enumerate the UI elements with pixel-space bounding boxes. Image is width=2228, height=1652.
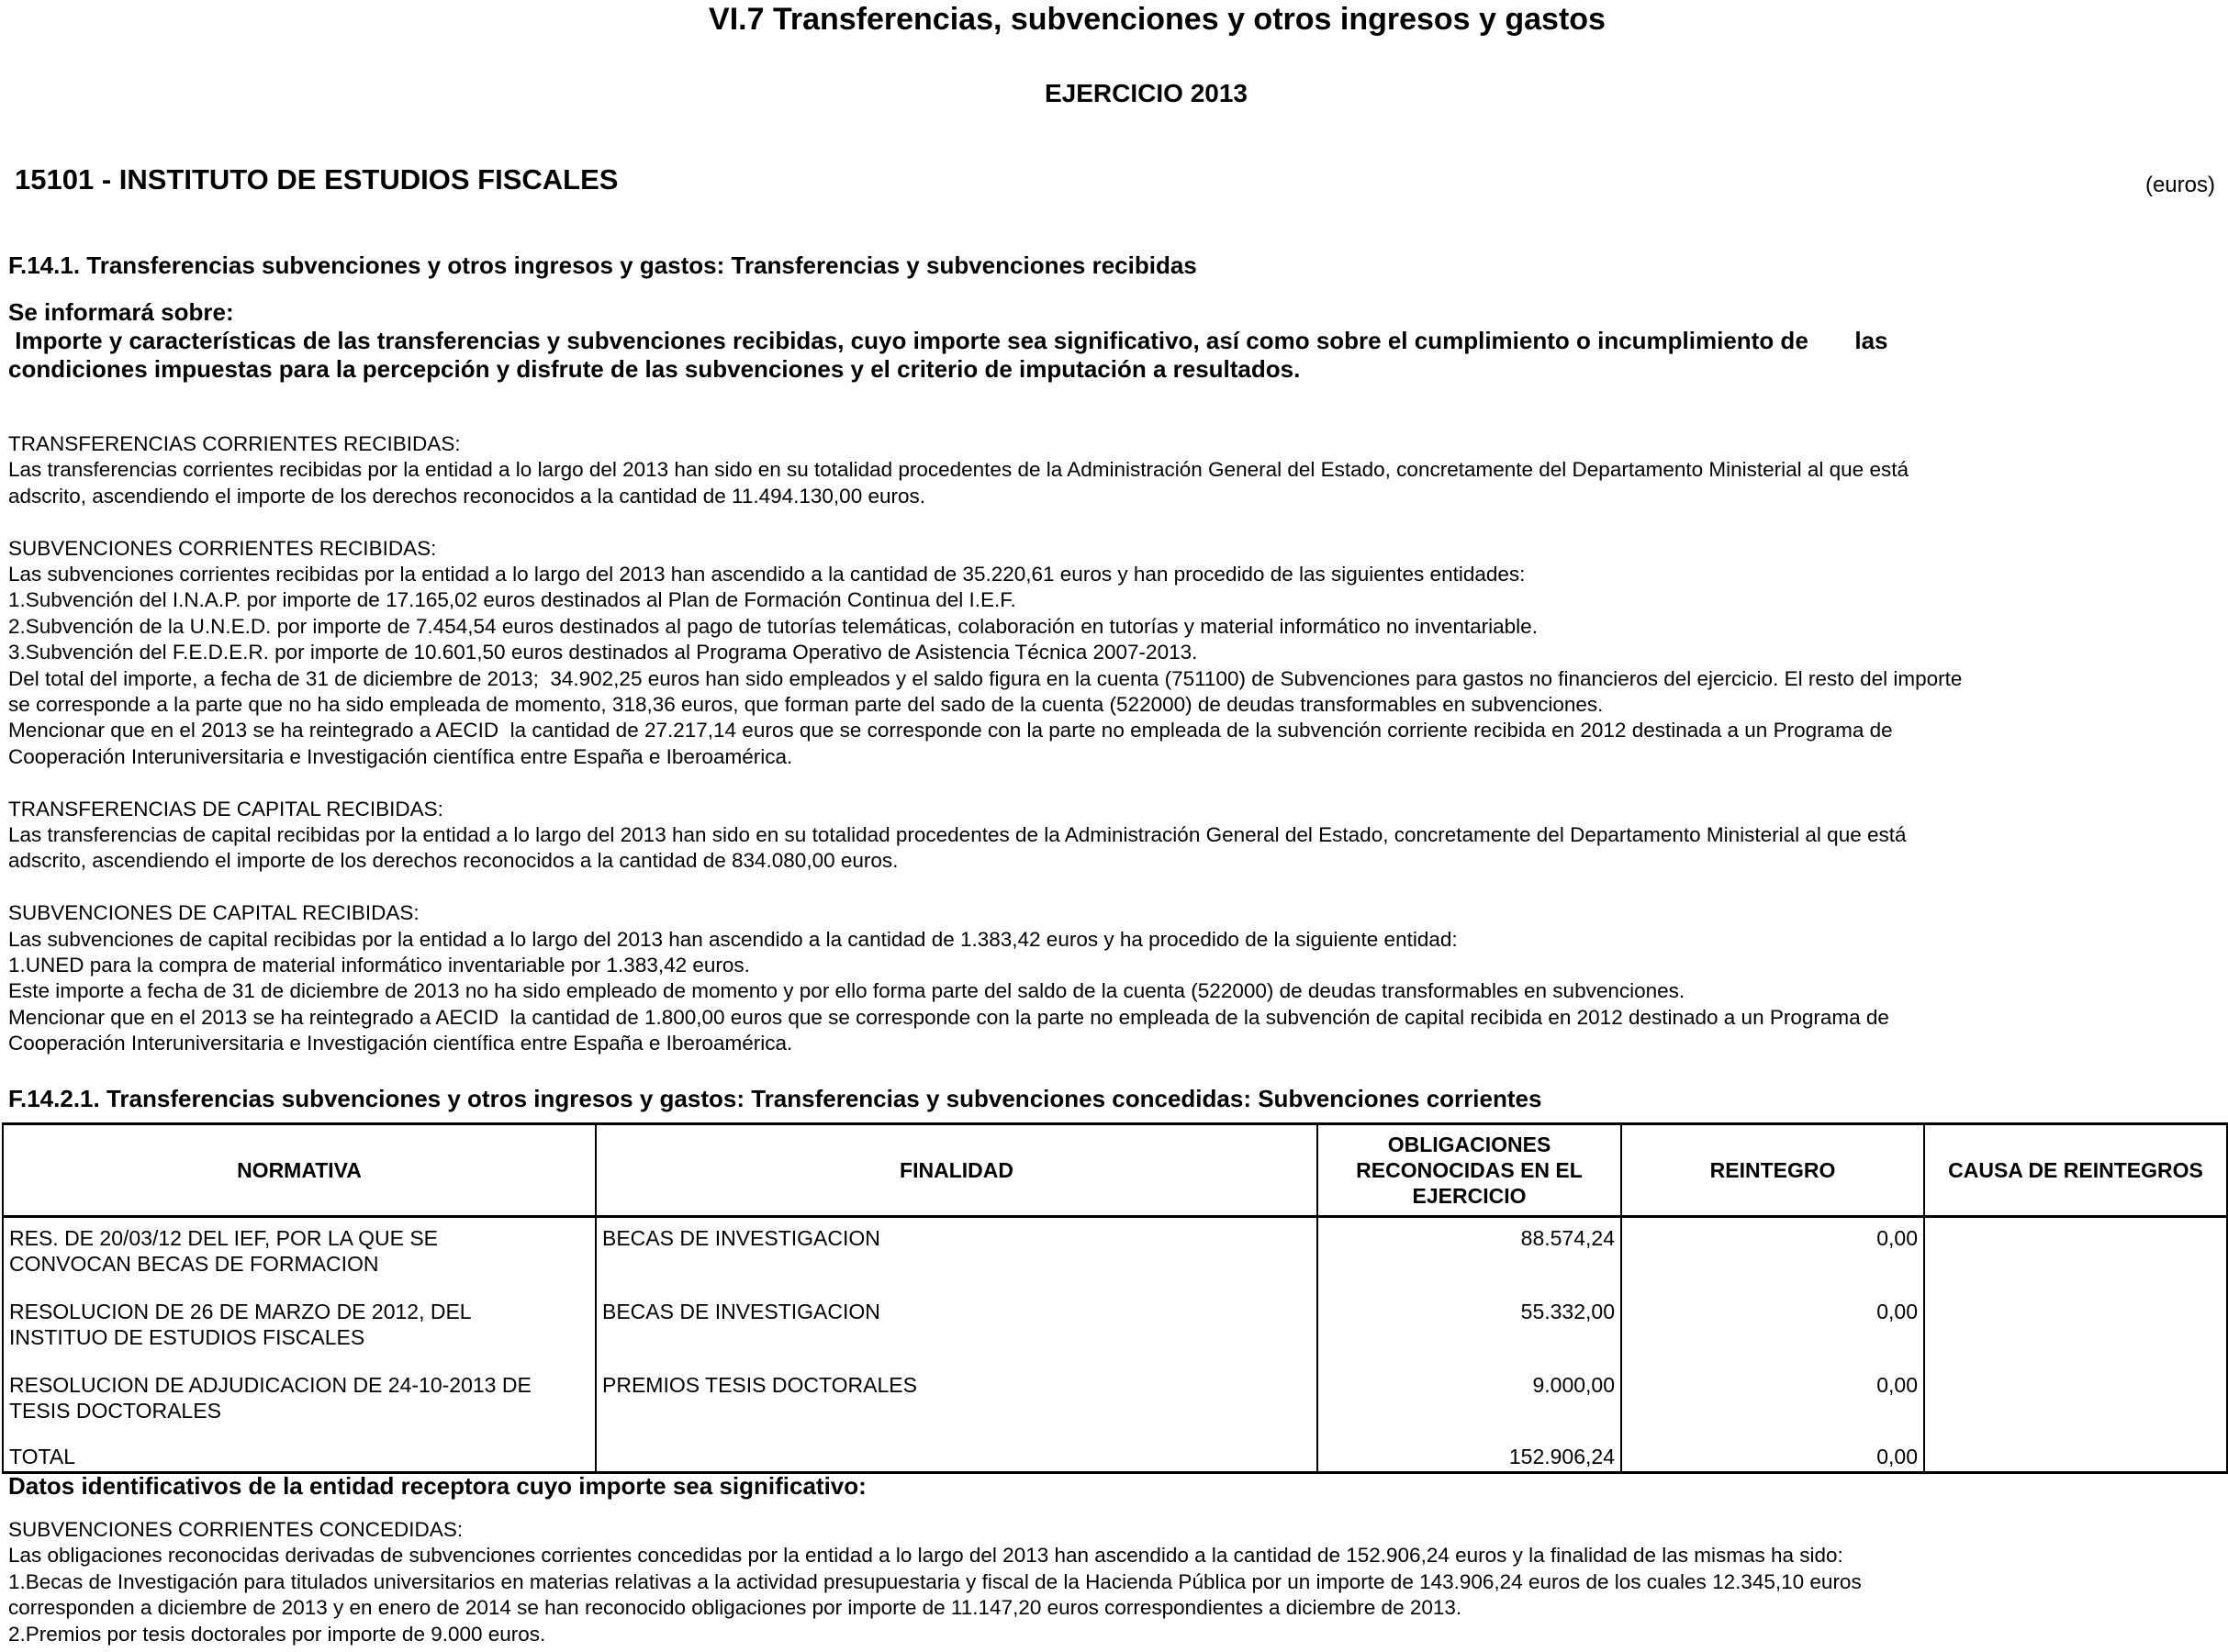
cell-total-finalidad [596, 1438, 1317, 1473]
table-row [3, 1217, 2227, 1292]
text-line: 1.Subvención del I.N.A.P. por importe de 17.165,02 euros destinados al Plan de Formación Continua del I.E.F. [8, 588, 1016, 612]
table-row [3, 1365, 2227, 1438]
text-line: Mencionar que en el 2013 se ha reintegrado a AECID la cantidad de 27.217,14 euros que se corresponde con la parte no empleada de la subvención corriente recibida en 2012 destinada a un Programa de [8, 719, 1893, 742]
text-line: adscrito, ascendiendo el importe de los derechos reconocidos a la cantidad de 11.494.130,00 euros. [8, 484, 925, 508]
inform-block [8, 298, 1888, 384]
cell-causa [1924, 1365, 2227, 1438]
heading-transferencias-corrientes: TRANSFERENCIAS CORRIENTES RECIBIDAS: [8, 432, 461, 455]
header-finalidad: FINALIDAD [596, 1124, 1317, 1217]
text-line: 1.Becas de Investigación para titulados universitarios en materias relativas a la actividad presupuestaria y fiscal de la Hacienda Pública por un importe de 143.906,24 euros de los cuales 12.345,10 euros [8, 1569, 1862, 1593]
text-line: Cooperación Interuniversitaria e Investigación científica entre España e Iberoamérica. [8, 1032, 793, 1055]
heading-subvenciones-corrientes: SUBVENCIONES CORRIENTES RECIBIDAS: [8, 536, 437, 560]
cell-obligaciones: 55.332,00 [1317, 1291, 1621, 1365]
section-title-granted: F.14.2.1. Transferencias subvenciones y otros ingresos y gastos: Transferencias y subvenciones concedidas: Subvenciones corrientes [8, 1085, 1542, 1112]
cell-normativa: RESOLUCION DE 26 DE MARZO DE 2012, DEL INSTITUO DE ESTUDIOS FISCALES [3, 1291, 596, 1365]
text-line: 2.Premios por tesis doctorales por importe de 9.000 euros. [8, 1622, 546, 1646]
received-paragraphs [8, 431, 1962, 1057]
table-row [3, 1291, 2227, 1365]
cell-finalidad: BECAS DE INVESTIGACION [596, 1291, 1317, 1365]
header-normativa: NORMATIVA [3, 1124, 596, 1217]
text-line: Este importe a fecha de 31 de diciembre de 2013 no ha sido empleado de momento y por ello forma parte del saldo de la cuenta (522000) de deudas transformables en subvenciones. [8, 979, 1685, 1003]
heading-subvenciones-concedidas: SUBVENCIONES CORRIENTES CONCEDIDAS: [8, 1518, 464, 1541]
text-line: Las obligaciones reconocidas derivadas de subvenciones corrientes concedidas por la entidad a lo largo del 2013 han ascendido a la cantidad de 152.906,24 euros y la finalidad de las mismas ha sido: [8, 1544, 1843, 1568]
inform-label: Se informará sobre: [8, 298, 234, 326]
cell-normativa: RES. DE 20/03/12 DEL IEF, POR LA QUE SE CONVOCAN BECAS DE FORMACION [3, 1217, 596, 1292]
heading-subvenciones-capital: SUBVENCIONES DE CAPITAL RECIBIDAS: [8, 901, 420, 925]
text-line: corresponden a diciembre de 2013 y en enero de 2014 se han reconocido obligaciones por importe de 11.147,20 euros correspondientes a diciembre de 2013. [8, 1596, 1462, 1620]
cell-total-label: TOTAL [3, 1438, 596, 1473]
table-total-row [3, 1438, 2227, 1473]
datos-title: Datos identificativos de la entidad receptora cuyo importe sea significativo: [8, 1472, 867, 1500]
header-obligaciones: OBLIGACIONES RECONOCIDAS EN EL EJERCICIO [1317, 1124, 1621, 1217]
text-line: se corresponde a la parte que no ha sido empleada de momento, 318,36 euros, que forman parte del sado de la cuenta (522000) de deudas transformables en subvenciones. [8, 693, 1604, 717]
cell-reintegro: 0,00 [1621, 1365, 1924, 1438]
cell-causa [1924, 1291, 2227, 1365]
cell-obligaciones: 88.574,24 [1317, 1217, 1621, 1292]
cell-obligaciones: 9.000,00 [1317, 1365, 1621, 1438]
cell-total-causa [1924, 1438, 2227, 1473]
inform-line: Importe y características de las transferencias y subvenciones recibidas, cuyo importe sea significativo, así como sobre el cumplimiento o incumplimiento de las [8, 327, 1888, 354]
header-reintegro: REINTEGRO [1621, 1124, 1924, 1217]
granted-paragraphs [8, 1517, 1862, 1647]
page-title: VI.7 Transferencias, subvenciones y otros ingresos y gastos [709, 2, 1606, 37]
text-line: Las subvenciones de capital recibidas por la entidad a lo largo del 2013 han ascendido a la cantidad de 1.383,42 euros y ha procedido de la siguiente entidad: [8, 927, 1458, 951]
text-line: Las subvenciones corrientes recibidas por la entidad a lo largo del 2013 han ascendido a la cantidad de 35.220,61 euros y han procedido de las siguientes entidades: [8, 563, 1526, 586]
text-line: Mencionar que en el 2013 se ha reintegrado a AECID la cantidad de 1.800,00 euros que se corresponde con la parte no empleada de la subvención de capital recibida en 2012 destinado a un Programa de [8, 1005, 1889, 1029]
text-line: Las transferencias corrientes recibidas por la entidad a lo largo del 2013 han sido en su totalidad procedentes de la Administración General del Estado, concretamente del Departamento Ministerial al que está [8, 458, 1909, 482]
page-subtitle: EJERCICIO 2013 [1045, 79, 1248, 107]
inform-line: condiciones impuestas para la percepción y disfrute de las subvenciones y el criterio de imputación a resultados. [8, 355, 1301, 383]
text-line: 1.UNED para la compra de material informático inventariable por 1.383,42 euros. [8, 954, 750, 977]
subvenciones-table [2, 1122, 2228, 1474]
text-line: Cooperación Interuniversitaria e Investigación científica entre España e Iberoamérica. [8, 744, 793, 768]
text-line: 3.Subvención del F.E.D.E.R. por importe de 10.601,50 euros destinados al Programa Operativo de Asistencia Técnica 2007-2013. [8, 641, 1198, 664]
entity-name: 15101 - INSTITUTO DE ESTUDIOS FISCALES [15, 163, 619, 195]
section-title-received: F.14.1. Transferencias subvenciones y otros ingresos y gastos: Transferencias y subvenciones recibidas [8, 251, 1197, 279]
heading-transferencias-capital: TRANSFERENCIAS DE CAPITAL RECIBIDAS: [8, 797, 443, 820]
units-label: (euros) [2144, 173, 2215, 197]
header-causa: CAUSA DE REINTEGROS [1924, 1124, 2227, 1217]
cell-total-reintegro: 0,00 [1621, 1438, 1924, 1473]
text-line: Del total del importe, a fecha de 31 de diciembre de 2013; 34.902,25 euros han sido empleados y el saldo figura en la cuenta (751100) de Subvenciones para gastos no financieros del ejercicio. El resto del importe [8, 666, 1963, 690]
cell-finalidad: PREMIOS TESIS DOCTORALES [596, 1365, 1317, 1438]
text-line: 2.Subvención de la U.N.E.D. por importe de 7.454,54 euros destinados al pago de tutorías telemáticas, colaboración en tutorías y material informático no inventariable. [8, 614, 1538, 638]
table-header-row [3, 1124, 2227, 1217]
cell-finalidad: BECAS DE INVESTIGACION [596, 1217, 1317, 1292]
cell-reintegro: 0,00 [1621, 1217, 1924, 1292]
cell-total-obligaciones: 152.906,24 [1317, 1438, 1621, 1473]
text-line: Las transferencias de capital recibidas por la entidad a lo largo del 2013 han sido en su totalidad procedentes de la Administración General del Estado, concretamente del Departamento Ministerial al que está [8, 823, 1907, 847]
cell-reintegro: 0,00 [1621, 1291, 1924, 1365]
cell-normativa: RESOLUCION DE ADJUDICACION DE 24-10-2013 DE TESIS DOCTORALES [3, 1365, 596, 1438]
text-line: adscrito, ascendiendo el importe de los derechos reconocidos a la cantidad de 834.080,00 euros. [8, 849, 899, 873]
cell-causa [1924, 1217, 2227, 1292]
